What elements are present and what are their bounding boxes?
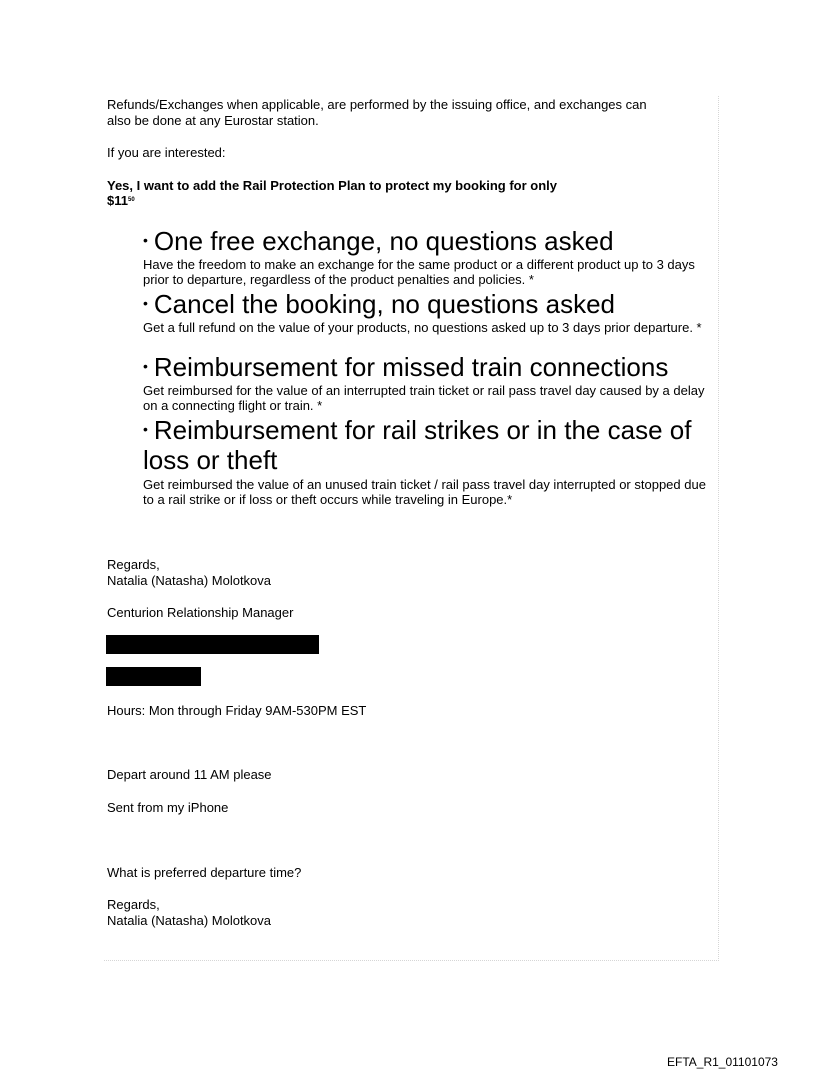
earlier-regards: Regards, [107, 897, 160, 912]
signature-role: Centurion Relationship Manager [107, 605, 294, 620]
feature-desc-missed: Get reimbursed for the value of an interrupted train ticket or rail pass travel day caused by a delay on a connecting flight or train. * [143, 383, 705, 413]
bullet-icon: • [143, 232, 148, 248]
refund-text-line2: also be done at any Eurostar station. [107, 113, 319, 128]
redaction-block [106, 667, 201, 686]
price-cents: 50 [127, 197, 135, 203]
signature-regards: Regards, [107, 557, 160, 572]
feature-desc-strikes: Get reimbursed the value of an unused train ticket / rail pass travel day interrupted or stopped due to a rail strike or if loss or theft occurs while traveling in Europe.* [143, 477, 706, 507]
document-id: EFTA_R1_01101073 [667, 1055, 778, 1069]
feature-title-strikes-line2: loss or theft [143, 445, 278, 475]
feature-title-missed: • Reimbursement for missed train connections [143, 352, 669, 382]
reply-depart: Depart around 11 AM please [107, 767, 272, 782]
signature-hours: Hours: Mon through Friday 9AM-530PM EST [107, 703, 367, 718]
bullet-icon: • [143, 421, 148, 437]
feature-title-cancel: • Cancel the booking, no questions asked [143, 289, 615, 319]
refund-text-line1: Refunds/Exchanges when applicable, are performed by the issuing office, and exchanges can [107, 97, 647, 112]
offer-price [107, 193, 135, 208]
feature-title-exchange: • One free exchange, no questions asked [143, 226, 614, 256]
bullet-icon: • [143, 295, 148, 311]
offer-text: Yes, I want to add the Rail Protection Plan to protect my booking for only [107, 178, 557, 193]
feature-title-strikes: • Reimbursement for rail strikes or in the case of [143, 415, 692, 445]
interested-text: If you are interested: [107, 145, 226, 160]
redaction-block [106, 635, 319, 654]
reply-sent-from: Sent from my iPhone [107, 800, 229, 815]
price-main: $11 [107, 193, 128, 208]
question-text: What is preferred departure time? [107, 865, 302, 880]
feature-desc-cancel: Get a full refund on the value of your products, no questions asked up to 3 days prior departure. * [143, 320, 702, 335]
bullet-icon: • [143, 358, 148, 374]
signature-name: Natalia (Natasha) Molotkova [107, 573, 272, 588]
feature-desc-exchange: Have the freedom to make an exchange for the same product or a different product up to 3 days prior to departure, regardless of the product penalties and policies. * [143, 257, 695, 287]
earlier-name: Natalia (Natasha) Molotkova [107, 913, 272, 928]
